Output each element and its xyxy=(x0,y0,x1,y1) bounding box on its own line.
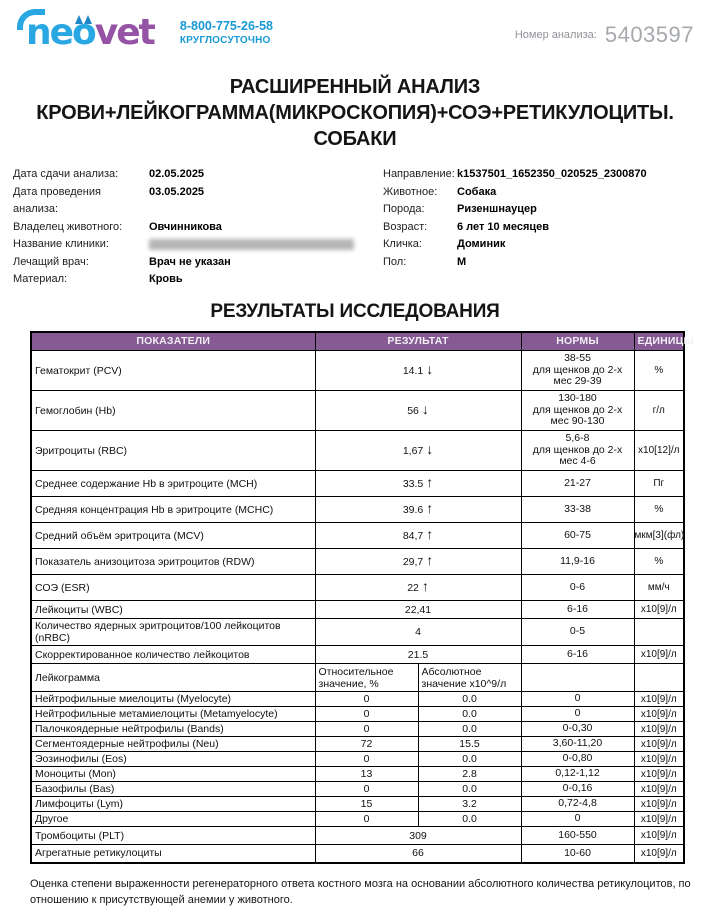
phone-number: 8-800-775-26-58 xyxy=(179,19,273,33)
info-label: Направление: xyxy=(383,168,455,180)
info-row xyxy=(13,184,383,219)
table-row xyxy=(31,707,684,722)
result-cell: 29,7 ↑ xyxy=(315,549,521,575)
table-row xyxy=(31,827,684,845)
info-row xyxy=(13,271,383,289)
unit-cell: мм/ч xyxy=(634,575,684,601)
table-row xyxy=(31,752,684,767)
info-value: Овчинникова xyxy=(149,220,222,233)
info-value: Ризеншнауцер xyxy=(457,203,537,215)
info-row xyxy=(13,219,383,237)
indicator-name-cell: Среднее содержание Hb в эритроците (MCH) xyxy=(31,471,315,497)
unit-cell: x10[9]/л xyxy=(634,707,684,722)
unit-cell: % xyxy=(634,549,684,575)
norm-cell: 0 xyxy=(521,812,634,827)
unit-cell: x10[9]/л xyxy=(634,752,684,767)
unit-cell: x10[9]/л xyxy=(634,845,684,863)
unit-cell: Пг xyxy=(634,471,684,497)
indicator-name-cell: Нейтрофильные миелоциты (Myelocyte) xyxy=(31,692,315,707)
indicator-name-cell: Сегментоядерные нейтрофилы (Neu) xyxy=(31,737,315,752)
arrow-up-icon: ↑ xyxy=(421,578,429,594)
unit-cell: x10[9]/л xyxy=(634,601,684,619)
result-cell: 4 xyxy=(315,619,521,646)
indicator-name-cell: Лейкоциты (WBC) xyxy=(31,601,315,619)
unit-cell: x10[9]/л xyxy=(634,812,684,827)
neovet-logo xyxy=(18,14,154,52)
result-cell: 84,7 ↑ xyxy=(315,523,521,549)
indicator-name-cell: СОЭ (ESR) xyxy=(31,575,315,601)
col-header-units: ЕДИНИЦЫ xyxy=(634,332,684,351)
absolute-value-cell: 0.0 xyxy=(418,782,521,797)
logo-text-purple: vet xyxy=(94,12,154,53)
info-value: М xyxy=(457,255,467,268)
relative-value-cell: 15 xyxy=(315,797,418,812)
norm-cell: 5,6-8 для щенков до 2-х мес 4-6 xyxy=(521,431,634,471)
info-label: Материал: xyxy=(13,273,68,285)
arrow-down-icon: ↓ xyxy=(426,441,434,457)
unit-cell: x10[9]/л xyxy=(634,782,684,797)
indicator-name-cell: Показатель анизоцитоза эритроцитов (RDW) xyxy=(31,549,315,575)
unit-cell: мкм[3](фл) xyxy=(634,523,684,549)
logo-text-blue: ne xyxy=(26,12,73,53)
table-row xyxy=(31,692,684,707)
arrow-up-icon: ↑ xyxy=(426,474,434,490)
info-value: Врач не указан xyxy=(149,255,231,268)
indicator-name-cell: Моноциты (Mon) xyxy=(31,767,315,782)
indicator-name-cell: Лейкограмма xyxy=(31,664,315,692)
indicator-name-cell: Палочкоядерные нейтрофилы (Bands) xyxy=(31,722,315,737)
info-column-right xyxy=(383,166,710,289)
relative-value-cell: 0 xyxy=(315,782,418,797)
arrow-up-icon: ↑ xyxy=(426,526,434,542)
analysis-number-value: 5403597 xyxy=(604,22,694,47)
table-row xyxy=(31,523,684,549)
table-row xyxy=(31,845,684,863)
absolute-value-cell: 3.2 xyxy=(418,797,521,812)
results-table-body xyxy=(31,351,684,863)
table-row xyxy=(31,549,684,575)
result-cell: 309 xyxy=(315,827,521,845)
info-label: Дата сдачи анализа: xyxy=(13,168,119,180)
arrow-down-icon: ↓ xyxy=(421,401,429,417)
results-heading: РЕЗУЛЬТАТЫ ИССЛЕДОВАНИЯ xyxy=(210,300,500,322)
result-cell: 22,41 xyxy=(315,601,521,619)
absolute-value-cell: 0.0 xyxy=(418,707,521,722)
info-label: Кличка: xyxy=(383,238,422,250)
indicator-name-cell: Эозинофилы (Eos) xyxy=(31,752,315,767)
unit-cell: % xyxy=(634,497,684,523)
table-row xyxy=(31,797,684,812)
table-header-row xyxy=(31,332,684,351)
absolute-header-cell: Абсолютное значение x10^9/л xyxy=(418,664,521,692)
info-label: Лечащий врач: xyxy=(13,255,89,268)
result-cell: 33.5 ↑ xyxy=(315,471,521,497)
indicator-name-cell: Гематокрит (PCV) xyxy=(31,351,315,391)
norm-cell: 0,72-4,8 xyxy=(521,797,634,812)
relative-value-cell: 0 xyxy=(315,692,418,707)
info-value: Доминик xyxy=(457,238,506,250)
relative-value-cell: 0 xyxy=(315,812,418,827)
absolute-value-cell: 0.0 xyxy=(418,692,521,707)
table-row xyxy=(31,471,684,497)
norm-cell: 0,12-1,12 xyxy=(521,767,634,782)
absolute-value-cell: 2.8 xyxy=(418,767,521,782)
norm-cell: 0 xyxy=(521,692,634,707)
arrow-down-icon: ↓ xyxy=(426,361,434,377)
col-header-norms: НОРМЫ xyxy=(521,332,634,351)
norm-cell: 0-6 xyxy=(521,575,634,601)
table-row xyxy=(31,646,684,664)
result-cell: 39.6 ↑ xyxy=(315,497,521,523)
norm-cell: 0-5 xyxy=(521,619,634,646)
unit-cell: x10[9]/л xyxy=(634,797,684,812)
report-title-line: КРОВИ+ЛЕЙКОГРАММА(МИКРОСКОПИЯ)+СОЭ+РЕТИКУЛОЦИТЫ. xyxy=(36,102,674,124)
info-label: Порода: xyxy=(383,203,425,215)
norm-cell: 130-180 для щенков до 2-х мес 90-130 xyxy=(521,391,634,431)
results-table-head xyxy=(31,332,695,351)
table-row xyxy=(31,767,684,782)
table-row xyxy=(31,391,684,431)
relative-value-cell: 13 xyxy=(315,767,418,782)
phone-block xyxy=(180,14,273,47)
info-label: Дата проведения анализа: xyxy=(13,185,101,215)
info-label: Название клиники: xyxy=(13,238,109,250)
relative-value-cell: 0 xyxy=(315,722,418,737)
relative-value-cell: 0 xyxy=(315,707,418,722)
info-value: Собака xyxy=(457,185,497,198)
info-column-left xyxy=(13,166,383,289)
info-label: Владелец животного: xyxy=(13,220,123,233)
relative-value-cell: 0 xyxy=(315,752,418,767)
norm-cell xyxy=(521,664,634,692)
table-row xyxy=(31,351,684,391)
info-value: k1537501_1652350_020525_2300870 xyxy=(457,168,647,180)
footer-note: Оценка степени выраженности регенераторного ответа костного мозга на основании абсолютного количества ретикулоцитов, по отношению к присутствующей анемии у животного. xyxy=(30,877,691,906)
norm-cell: 0-0,30 xyxy=(521,722,634,737)
patient-info-section xyxy=(13,166,710,289)
table-row xyxy=(31,497,684,523)
info-row xyxy=(13,236,383,254)
info-value: 03.05.2025 xyxy=(149,185,205,198)
phone-availability: КРУГЛОСУТОЧНО xyxy=(179,35,271,46)
norm-cell: 0-0,16 xyxy=(521,782,634,797)
norm-cell: 60-75 xyxy=(521,523,634,549)
indicator-name-cell: Агрегатные ретикулоциты xyxy=(31,845,315,863)
norm-cell: 3,60-11,20 xyxy=(521,737,634,752)
norm-cell: 6-16 xyxy=(521,601,634,619)
relative-header-cell: Относительное значение, % xyxy=(315,664,418,692)
norm-cell: 0-0,80 xyxy=(521,752,634,767)
norm-cell: 6-16 xyxy=(521,646,634,664)
info-label: Возраст: xyxy=(383,220,428,233)
norm-cell: 21-27 xyxy=(521,471,634,497)
unit-cell: x10[9]/л xyxy=(634,827,684,845)
table-row xyxy=(31,431,684,471)
indicator-name-cell: Средний объём эритроцита (MCV) xyxy=(31,523,315,549)
relative-value-cell: 72 xyxy=(315,737,418,752)
table-row xyxy=(31,737,684,752)
info-row xyxy=(383,254,710,272)
table-row xyxy=(31,575,684,601)
result-cell: 22 ↑ xyxy=(315,575,521,601)
norm-cell: 0 xyxy=(521,707,634,722)
norm-cell: 38-55 для щенков до 2-х мес 29-39 xyxy=(521,351,634,391)
report-title-line: РАСШИРЕННЫЙ АНАЛИЗ xyxy=(229,76,481,98)
unit-cell: x10[12]/л xyxy=(634,431,684,471)
result-cell: 1,67 ↓ xyxy=(315,431,521,471)
unit-cell: x10[9]/л xyxy=(634,737,684,752)
indicator-name-cell: Количество ядерных эритроцитов/100 лейкоцитов (nRBC) xyxy=(31,619,315,646)
info-row xyxy=(13,254,383,272)
info-label: Животное: xyxy=(383,185,438,198)
unit-cell: x10[9]/л xyxy=(634,722,684,737)
result-cell: 56 ↓ xyxy=(315,391,521,431)
info-row xyxy=(383,201,710,219)
col-header-result: РЕЗУЛЬТАТ xyxy=(315,332,521,351)
unit-cell: % xyxy=(634,351,684,391)
absolute-value-cell: 0.0 xyxy=(418,722,521,737)
unit-cell xyxy=(634,664,684,692)
info-value: Кровь xyxy=(149,273,183,285)
indicator-name-cell: Базофилы (Bas) xyxy=(31,782,315,797)
table-row xyxy=(31,722,684,737)
arrow-up-icon: ↑ xyxy=(426,500,434,516)
info-row xyxy=(383,236,710,254)
absolute-value-cell: 0.0 xyxy=(418,812,521,827)
results-table xyxy=(30,331,695,864)
analysis-number-block xyxy=(515,14,694,48)
logo-cat-ears-icon: o xyxy=(72,12,95,53)
info-value: 6 лет 10 месяцев xyxy=(457,220,550,233)
indicator-name-cell: Средняя концентрация Hb в эритроците (MCHC) xyxy=(31,497,315,523)
table-row xyxy=(31,782,684,797)
info-row xyxy=(383,166,710,184)
table-row xyxy=(31,601,684,619)
indicator-name-cell: Другое xyxy=(31,812,315,827)
absolute-value-cell: 15.5 xyxy=(418,737,521,752)
result-cell: 66 xyxy=(315,845,521,863)
indicator-name-cell: Гемоглобин (Hb) xyxy=(31,391,315,431)
redacted-clinic-name xyxy=(149,239,354,250)
report-title-line: СОБАКИ xyxy=(313,128,397,150)
col-header-indicators: ПОКАЗАТЕЛИ xyxy=(31,332,315,351)
info-row xyxy=(383,219,710,237)
indicator-name-cell: Лимфоциты (Lym) xyxy=(31,797,315,812)
unit-cell: x10[9]/л xyxy=(634,767,684,782)
info-value: 02.05.2025 xyxy=(149,168,205,180)
table-row xyxy=(31,619,684,646)
norm-cell: 11,9-16 xyxy=(521,549,634,575)
indicator-name-cell: Нейтрофильные метамиелоциты (Metamyelocyte) xyxy=(31,707,315,722)
result-cell: 14.1 ↓ xyxy=(315,351,521,391)
info-label: Пол: xyxy=(383,255,407,268)
table-row xyxy=(31,664,684,692)
unit-cell: x10[9]/л xyxy=(634,646,684,664)
unit-cell: x10[9]/л xyxy=(634,692,684,707)
result-cell: 21.5 xyxy=(315,646,521,664)
table-row xyxy=(31,812,684,827)
unit-cell xyxy=(634,619,684,646)
arrow-up-icon: ↑ xyxy=(426,552,434,568)
norm-cell: 10-60 xyxy=(521,845,634,863)
absolute-value-cell: 0.0 xyxy=(418,752,521,767)
report-title xyxy=(0,74,710,152)
indicator-name-cell: Скорректированное количество лейкоцитов xyxy=(31,646,315,664)
analysis-number-label: Номер анализа: xyxy=(514,29,597,41)
info-row xyxy=(13,166,383,184)
norm-cell: 33-38 xyxy=(521,497,634,523)
page-header xyxy=(0,0,710,52)
unit-cell: г/л xyxy=(634,391,684,431)
indicator-name-cell: Эритроциты (RBC) xyxy=(31,431,315,471)
indicator-name-cell: Тромбоциты (PLT) xyxy=(31,827,315,845)
norm-cell: 160-550 xyxy=(521,827,634,845)
info-row xyxy=(383,184,710,202)
